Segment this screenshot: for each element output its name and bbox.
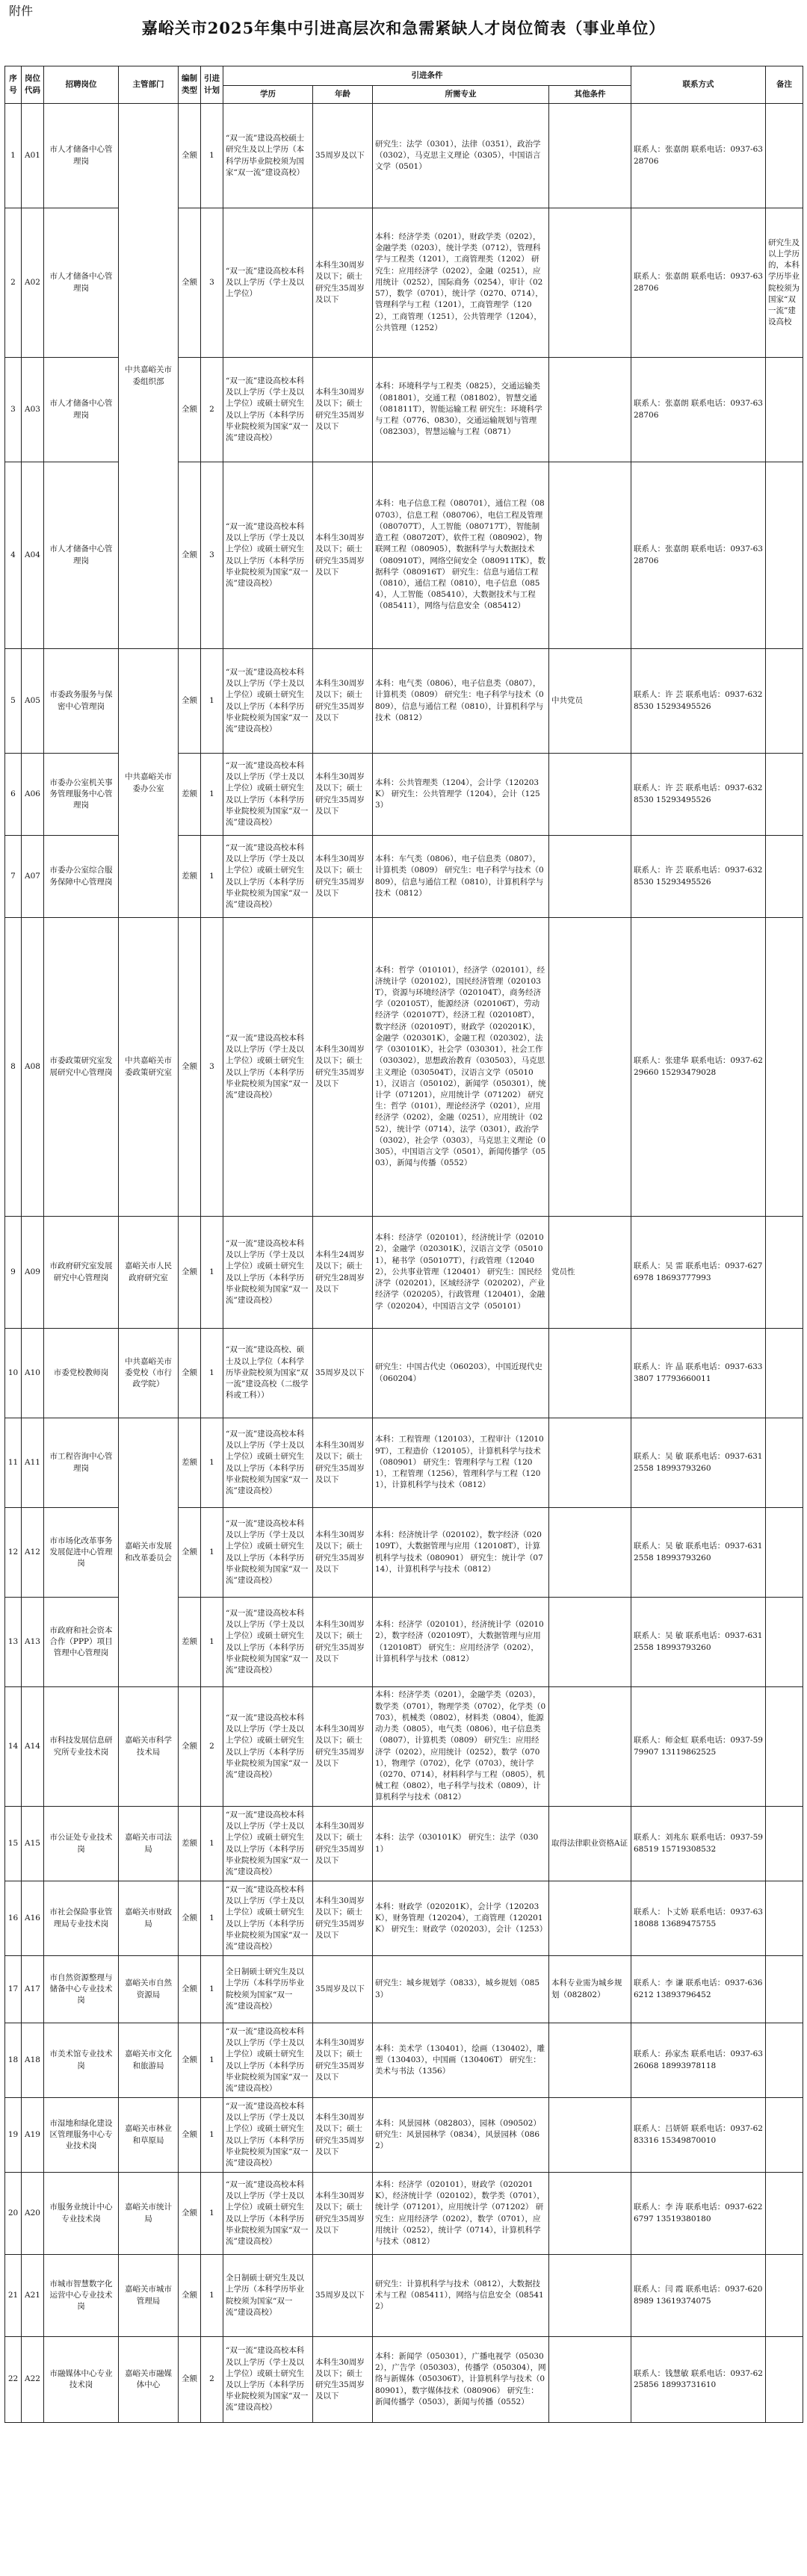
cell-post: 市人才储备中心管理岗 xyxy=(44,358,119,462)
cell-type: 全额 xyxy=(179,2173,201,2255)
cell-education: “双一流”建设高校本科及以上学历（学士及以上学位）或硕士研究生及以上学历（本科学历毕业院校须为国家“双一流”建设高校） xyxy=(223,1687,313,1807)
cell-type: 全额 xyxy=(179,104,201,208)
cell-age: 本科生30周岁及以下；硕士研究生35周岁及以下 xyxy=(313,1598,373,1687)
cell-plan: 1 xyxy=(201,1329,223,1418)
cell-code: A12 xyxy=(22,1508,44,1598)
cell-seq: 1 xyxy=(5,104,22,208)
cell-education: “双一流”建设高校本科及以上学历（学士及以上学位）或硕士研究生及以上学历（本科学历毕业院校须为国家“双一流”建设高校） xyxy=(223,1418,313,1508)
cell-seq: 12 xyxy=(5,1508,22,1598)
table-row xyxy=(5,649,803,754)
cell-type: 全额 xyxy=(179,1217,201,1329)
cell-major: 本科：新闻学（050301），广播电视学（050302），广告学（050303），传播学（050304），网络与新媒体（050306T），计算机科学与技术（080901），数字媒体技术（080906） 研究生：新闻传播学（0503），新闻与传播（0552） xyxy=(373,2337,549,2423)
cell-type: 差额 xyxy=(179,1807,201,1881)
cell-post: 市科技发展信息研究所专业技术岗 xyxy=(44,1687,119,1807)
cell-education: “双一流”建设高校本科及以上学历（学士及以上学位）或硕士研究生及以上学历（本科学历毕业院校须为国家“双一流”建设高校） xyxy=(223,358,313,462)
cell-seq: 8 xyxy=(5,918,22,1217)
cell-type: 全额 xyxy=(179,1956,201,2023)
table-row xyxy=(5,2023,803,2098)
cell-education: “双一流”建设高校本科及以上学历（学士及以上学位）或硕士研究生及以上学历（本科学历毕业院校须为国家“双一流”建设高校） xyxy=(223,1217,313,1329)
cell-age: 本科生30周岁及以下；硕士研究生35周岁及以下 xyxy=(313,836,373,918)
cell-note xyxy=(766,2023,803,2098)
cell-note xyxy=(766,918,803,1217)
cell-plan: 1 xyxy=(201,2173,223,2255)
cell-type: 差额 xyxy=(179,1598,201,1687)
cell-type: 差额 xyxy=(179,1418,201,1508)
cell-code: A19 xyxy=(22,2098,44,2173)
cell-code: A03 xyxy=(22,358,44,462)
cell-post: 市委政务服务与保密中心管理岗 xyxy=(44,649,119,754)
cell-code: A01 xyxy=(22,104,44,208)
cell-seq: 20 xyxy=(5,2173,22,2255)
cell-plan: 1 xyxy=(201,836,223,918)
cell-major: 本科：哲学（010101），经济学（020101），经济统计学（020102），国民经济管理（020103T），资源与环境经济学（020104T），商务经济学（020105T），能源经济（020106T），劳动经济学（020107T），经济工程（020108T），数字经济（020109T），财政学（020201K），金融学（020301K），金融工程（020302），法学（030101K），社会学（030301），社会工作（030302），思想政治教育（030503），马克思主义理论（030504T），汉语言文学（050101），汉语言（050102），新闻学（050301），统计学（071201），应用统计学（071202） 研究生：哲学（0101），理论经济学（0201），应用经济学（0202），金融（0251），应用统计（0252），统计学（0714），法学（0301），政治学（0302），社会学（0303），马克思主义理论（0305），中国语言文学（0501），新闻传播学（0503），新闻与传播（0552） xyxy=(373,918,549,1217)
table-row xyxy=(5,1418,803,1508)
cell-post: 市工程咨询中心管理岗 xyxy=(44,1418,119,1508)
cell-post: 市市场化改革事务发展促进中心管理岗 xyxy=(44,1508,119,1598)
cell-dept: 嘉峪关市文化和旅游局 xyxy=(119,2023,179,2098)
cell-type: 全额 xyxy=(179,2023,201,2098)
cell-education: “双一流”建设高校本科及以上学历（学士及以上学位）或硕士研究生及以上学历（本科学历毕业院校须为国家“双一流”建设高校） xyxy=(223,1598,313,1687)
cell-seq: 10 xyxy=(5,1329,22,1418)
cell-contact: 联系人：张建华 联系电话：0937-6229660 15293479028 xyxy=(631,918,766,1217)
cell-type: 全额 xyxy=(179,649,201,754)
cell-contact: 联系人：张嘉朗 联系电话：0937-6328706 xyxy=(631,208,766,358)
cell-code: A04 xyxy=(22,462,44,649)
cell-age: 本科生30周岁及以下；硕士研究生35周岁及以下 xyxy=(313,462,373,649)
cell-plan: 1 xyxy=(201,1881,223,1956)
cell-other xyxy=(549,2098,631,2173)
cell-contact: 联系人：闫 霞 联系电话：0937-6208989 13619374075 xyxy=(631,2255,766,2337)
cell-plan: 1 xyxy=(201,104,223,208)
cell-major: 本科：风景园林（082803），园林（090502） 研究生：风景园林学（0834），风景园林（0862） xyxy=(373,2098,549,2173)
cell-contact: 联系人：张嘉朗 联系电话：0937-6328706 xyxy=(631,104,766,208)
cell-major: 本科：车气类（0806），电子信息类（0807），计算机类（0809） 研究生：电子科学与技术（0809），信息与通信工程（0810），计算机科学与技术（0812） xyxy=(373,836,549,918)
cell-plan: 3 xyxy=(201,462,223,649)
cell-age: 本科生30周岁及以下；硕士研究生35周岁及以下 xyxy=(313,2098,373,2173)
cell-major: 本科：经济学（020101），财政学（020201K），经济统计学（020102），数学类（0701），统计学（071201），应用统计学（071202） 研究生：应用经济学（0202），数学（0701），应用统计（0252），统计学（0714），计算机科学与技术（0812） xyxy=(373,2173,549,2255)
cell-other xyxy=(549,2337,631,2423)
cell-dept: 嘉峪关市科学技术局 xyxy=(119,1687,179,1807)
cell-other xyxy=(549,462,631,649)
cell-code: A20 xyxy=(22,2173,44,2255)
cell-age: 本科生30周岁及以下；硕士研究生35周岁及以下 xyxy=(313,1807,373,1881)
cell-code: A08 xyxy=(22,918,44,1217)
cell-other xyxy=(549,1329,631,1418)
cell-type: 全额 xyxy=(179,462,201,649)
cell-other xyxy=(549,208,631,358)
cell-major: 研究生：中国古代史（060203），中国近现代史（060204） xyxy=(373,1329,549,1418)
cell-note xyxy=(766,2337,803,2423)
header-major: 所需专业 xyxy=(373,86,549,104)
cell-age: 35周岁及以下 xyxy=(313,2255,373,2337)
cell-other xyxy=(549,1418,631,1508)
table-row xyxy=(5,1217,803,1329)
cell-age: 本科生30周岁及以下；硕士研究生35周岁及以下 xyxy=(313,1418,373,1508)
cell-note xyxy=(766,1881,803,1956)
cell-seq: 9 xyxy=(5,1217,22,1329)
cell-other xyxy=(549,1881,631,1956)
cell-type: 全额 xyxy=(179,1687,201,1807)
cell-code: A22 xyxy=(22,2337,44,2423)
cell-education: “双一流”建设高校本科及以上学历（学士及以上学位）或硕士研究生及以上学历（本科学历毕业院校须为国家“双一流”建设高校） xyxy=(223,2098,313,2173)
cell-note xyxy=(766,836,803,918)
cell-major: 本科：环境科学与工程类（0825），交通运输类（081801），交通工程（081802），智慧交通（081811T），智能运输工程 研究生：环境科学与工程（0776、0830），交通运输规划与管理（082303），智慧运输与工程（0871） xyxy=(373,358,549,462)
cell-contact: 联系人：许 芸 联系电话：0937-6328530 15293495526 xyxy=(631,649,766,754)
cell-contact: 联系人：吕妍妍 联系电话：0937-6283316 15349870010 xyxy=(631,2098,766,2173)
cell-major: 本科：经济学（020101），经济统计学（020102），数字经济（020109T），大数据管理与应用（120108T） 研究生：应用经济学（0202），计算机科学与技术（0812） xyxy=(373,1598,549,1687)
cell-major: 本科：电子信息工程（080701），通信工程（080703），信息工程（080706），电信工程及管理（080707T），人工智能（080717T），智能制造工程（080720T），软件工程（080902），物联网工程（080905），数据科学与大数据技术（080910T），网络空间安全（080911TK），数据科学（080916T） 研究生：信息与通信工程（0810），通信工程（0810），电子信息（0854），人工智能（085410），大数据技术与工程（085411），网络与信息安全（085412） xyxy=(373,462,549,649)
header-row-1 xyxy=(5,66,803,86)
cell-other xyxy=(549,2023,631,2098)
cell-plan: 1 xyxy=(201,754,223,836)
cell-contact: 联系人：吴 雷 联系电话：0937-6276978 18693777993 xyxy=(631,1217,766,1329)
cell-type: 全额 xyxy=(179,358,201,462)
cell-other xyxy=(549,104,631,208)
cell-plan: 1 xyxy=(201,2023,223,2098)
cell-post: 市社会保险事业管理局专业技术岗 xyxy=(44,1881,119,1956)
cell-seq: 5 xyxy=(5,649,22,754)
cell-note xyxy=(766,2255,803,2337)
cell-code: A11 xyxy=(22,1418,44,1508)
cell-education: “双一流”建设高校本科及以上学历（学士及以上学位）或硕士研究生及以上学历（本科学历毕业院校须为国家“双一流”建设高校） xyxy=(223,2337,313,2423)
cell-type: 全额 xyxy=(179,1881,201,1956)
cell-note: 研究生及以上学历的，本科学历毕业院校须为国家“双一流”建设高校 xyxy=(766,208,803,358)
header-edu: 学历 xyxy=(223,86,313,104)
table-row xyxy=(5,1956,803,2023)
cell-major: 本科：电气类（0806），电子信息类（0807），计算机类（0809） 研究生：电子科学与技术（0809），信息与通信工程（0810），计算机科学与技术（0812） xyxy=(373,649,549,754)
cell-age: 本科生30周岁及以下；硕士研究生35周岁及以下 xyxy=(313,358,373,462)
cell-note xyxy=(766,358,803,462)
cell-seq: 19 xyxy=(5,2098,22,2173)
cell-education: “双一流”建设高校硕士研究生及以上学历（本科学历毕业院校须为国家“双一流”建设高校） xyxy=(223,104,313,208)
cell-note xyxy=(766,462,803,649)
cell-dept: 中共嘉峪关市委党校（市行政学院） xyxy=(119,1329,179,1418)
cell-contact: 联系人：许 芸 联系电话：0937-6328530 15293495526 xyxy=(631,836,766,918)
table-body xyxy=(5,104,803,2423)
cell-seq: 3 xyxy=(5,358,22,462)
cell-other xyxy=(549,2173,631,2255)
header-dept: 主管部门 xyxy=(119,66,179,104)
header-seq: 序号 xyxy=(5,66,22,104)
positions-table xyxy=(4,66,803,2423)
cell-dept: 嘉峪关市融媒体中心 xyxy=(119,2337,179,2423)
cell-other xyxy=(549,918,631,1217)
cell-plan: 1 xyxy=(201,649,223,754)
cell-education: “双一流”建设高校本科及以上学历（学士及以上学位）或硕士研究生及以上学历（本科学历毕业院校须为国家“双一流”建设高校） xyxy=(223,918,313,1217)
cell-major: 本科：公共管理类（1204），会计学（120203K） 研究生：公共管理学（1204），会计（1253） xyxy=(373,754,549,836)
cell-other xyxy=(549,2255,631,2337)
cell-post: 市委党校教师岗 xyxy=(44,1329,119,1418)
cell-note xyxy=(766,1956,803,2023)
cell-type: 全额 xyxy=(179,2255,201,2337)
cell-contact: 联系人：孙家杰 联系电话：0937-6326068 18993978118 xyxy=(631,2023,766,2098)
cell-dept: 嘉峪关市城市管理局 xyxy=(119,2255,179,2337)
cell-post: 市委办公室机关事务管理服务中心管理岗 xyxy=(44,754,119,836)
cell-type: 全额 xyxy=(179,1508,201,1598)
cell-other xyxy=(549,358,631,462)
cell-education: “双一流”建设高校本科及以上学历（学士及以上学位）或硕士研究生及以上学历（本科学历毕业院校须为国家“双一流”建设高校） xyxy=(223,1881,313,1956)
table-row xyxy=(5,2098,803,2173)
cell-age: 本科生30周岁及以下；硕士研究生35周岁及以下 xyxy=(313,1508,373,1598)
table-row xyxy=(5,1329,803,1418)
cell-dept: 中共嘉峪关市委组织部 xyxy=(119,104,179,649)
cell-note xyxy=(766,1687,803,1807)
cell-plan: 2 xyxy=(201,2337,223,2423)
cell-code: A10 xyxy=(22,1329,44,1418)
cell-contact: 联系人：钱慧敏 联系电话：0937-6225856 18993731610 xyxy=(631,2337,766,2423)
cell-seq: 6 xyxy=(5,754,22,836)
cell-plan: 1 xyxy=(201,1956,223,2023)
cell-dept: 嘉峪关市自然资源局 xyxy=(119,1956,179,2023)
cell-note xyxy=(766,1807,803,1881)
cell-other: 党员性 xyxy=(549,1217,631,1329)
cell-seq: 14 xyxy=(5,1687,22,1807)
cell-dept: 嘉峪关市统计局 xyxy=(119,2173,179,2255)
cell-code: A21 xyxy=(22,2255,44,2337)
header-type: 编制类型 xyxy=(179,66,201,104)
cell-post: 市政府研究室发展研究中心管理岗 xyxy=(44,1217,119,1329)
cell-post: 市委政策研究室发展研究中心管理岗 xyxy=(44,918,119,1217)
cell-note xyxy=(766,1598,803,1687)
cell-contact: 联系人：卜丈娇 联系电话：0937-6318088 13689475755 xyxy=(631,1881,766,1956)
cell-education: “双一流”建设高校本科及以上学历（学士及以上学位）或硕士研究生及以上学历（本科学历毕业院校须为国家“双一流”建设高校） xyxy=(223,836,313,918)
cell-plan: 1 xyxy=(201,2098,223,2173)
cell-education: “双一流”建设高校本科及以上学历（学士及以上学位）或硕士研究生及以上学历（本科学历毕业院校须为国家“双一流”建设高校） xyxy=(223,649,313,754)
cell-contact: 联系人：张嘉朗 联系电话：0937-6328706 xyxy=(631,358,766,462)
cell-contact: 联系人：师金虹 联系电话：0937-5979907 13119862525 xyxy=(631,1687,766,1807)
cell-post: 市公证处专业技术岗 xyxy=(44,1807,119,1881)
cell-code: A05 xyxy=(22,649,44,754)
cell-code: A13 xyxy=(22,1598,44,1687)
header-age: 年龄 xyxy=(313,86,373,104)
attachment-label: 附件 xyxy=(9,4,34,18)
table-row xyxy=(5,2255,803,2337)
cell-plan: 3 xyxy=(201,208,223,358)
cell-major: 本科：法学（030101K） 研究生：法学（0301） xyxy=(373,1807,549,1881)
table-row xyxy=(5,1687,803,1807)
cell-seq: 21 xyxy=(5,2255,22,2337)
cell-post: 市湿地和绿化建设区管理服务中心专业技术岗 xyxy=(44,2098,119,2173)
cell-other xyxy=(549,754,631,836)
cell-seq: 17 xyxy=(5,1956,22,2023)
cell-code: A06 xyxy=(22,754,44,836)
header-code: 岗位代码 xyxy=(22,66,44,104)
cell-post: 市融媒体中心专业技术岗 xyxy=(44,2337,119,2423)
cell-code: A07 xyxy=(22,836,44,918)
cell-seq: 18 xyxy=(5,2023,22,2098)
cell-dept: 中共嘉峪关市委政策研究室 xyxy=(119,918,179,1217)
cell-seq: 4 xyxy=(5,462,22,649)
cell-education: “双一流”建设高校本科及以上学历（学士及以上学位）或硕士研究生及以上学历（本科学历毕业院校须为国家“双一流”建设高校） xyxy=(223,2023,313,2098)
cell-other xyxy=(549,836,631,918)
cell-plan: 2 xyxy=(201,1687,223,1807)
cell-seq: 22 xyxy=(5,2337,22,2423)
cell-type: 全额 xyxy=(179,918,201,1217)
cell-major: 本科：美术学（130401），绘画（130402），雕塑（130403），中国画（130406T） 研究生：美术与书法（1356） xyxy=(373,2023,549,2098)
cell-type: 全额 xyxy=(179,2337,201,2423)
cell-note xyxy=(766,104,803,208)
cell-contact: 联系人：许 晶 联系电话：0937-6333807 17793660011 xyxy=(631,1329,766,1418)
cell-contact: 联系人：吴 敏 联系电话：0937-6312558 18993793260 xyxy=(631,1418,766,1508)
cell-major: 本科：经济统计学（020102），数字经济（020109T），大数据管理与应用（120108T），计算机科学与技术（080901） 研究生：统计学（0714），计算机科学与技术（0812） xyxy=(373,1508,549,1598)
header-conditions: 引进条件 xyxy=(223,66,631,86)
cell-age: 本科生30周岁及以下；硕士研究生35周岁及以下 xyxy=(313,1687,373,1807)
page-title: 嘉峪关市2025年集中引进高层次和急需紧缺人才岗位简表（事业单位） xyxy=(141,19,666,37)
cell-type: 差额 xyxy=(179,754,201,836)
cell-plan: 2 xyxy=(201,358,223,462)
cell-note xyxy=(766,1217,803,1329)
cell-seq: 11 xyxy=(5,1418,22,1508)
cell-seq: 2 xyxy=(5,208,22,358)
header-post: 招聘岗位 xyxy=(44,66,119,104)
cell-age: 35周岁及以下 xyxy=(313,1956,373,2023)
cell-post: 市政府和社会资本合作（PPP）项目管理中心管理岗 xyxy=(44,1598,119,1687)
cell-education: 全日制硕士研究生及以上学历（本科学历毕业院校须为国家“双一流”建设高校） xyxy=(223,1956,313,2023)
cell-major: 本科：工程管理（120103），工程审计（120109T），工程造价（120105），计算机科学与技术（080901） 研究生：管理科学与工程（1201），工程管理（1256），管理科学与工程（1201），计算机科学与技术（0812） xyxy=(373,1418,549,1508)
header-other: 其他条件 xyxy=(549,86,631,104)
cell-type: 差额 xyxy=(179,836,201,918)
cell-age: 本科生30周岁及以下；硕士研究生35周岁及以下 xyxy=(313,208,373,358)
cell-major: 本科：财政学（020201K），会计学（120203K），财务管理（120204），工商管理（120201K） 研究生：财政学（020203），会计（1253） xyxy=(373,1881,549,1956)
cell-seq: 15 xyxy=(5,1807,22,1881)
cell-contact: 联系人：吴 敏 联系电话：0937-6312558 18993793260 xyxy=(631,1598,766,1687)
cell-major: 本科：经济学类（0201），财政学类（0202），金融学类（0203），统计学类（0712），管理科学与工程类（1201），工商管理类（1202） 研究生：应用经济学（0202），金融（0251），应用统计（0252），国际商务（0254），审计（0257），数学（0701），统计学（0270、0714），管理科学与工程（1201），工商管理学（1202），工商管理（1251），公共管理学（1204），公共管理（1252） xyxy=(373,208,549,358)
cell-type: 全额 xyxy=(179,1329,201,1418)
cell-post: 市美术馆专业技术岗 xyxy=(44,2023,119,2098)
cell-note xyxy=(766,754,803,836)
cell-age: 本科生24周岁及以下；硕士研究生28周岁及以下 xyxy=(313,1217,373,1329)
cell-post: 市服务业统计中心专业技术岗 xyxy=(44,2173,119,2255)
cell-note xyxy=(766,1329,803,1418)
cell-age: 本科生30周岁及以下；硕士研究生35周岁及以下 xyxy=(313,649,373,754)
header-note: 备注 xyxy=(766,66,803,104)
cell-code: A16 xyxy=(22,1881,44,1956)
table-row xyxy=(5,1881,803,1956)
cell-age: 本科生30周岁及以下；硕士研究生35周岁及以下 xyxy=(313,2337,373,2423)
cell-major: 研究生：计算机科学与技术（0812），大数据技术与工程（085411），网络与信息安全（085412） xyxy=(373,2255,549,2337)
cell-major: 本科：经济学类（0201），金融学类（0203），数学类（0701），物理学类（0702），化学类（0703），机械类（0802），材料类（0804），能源动力类（0805），电气类（0806），电子信息类（0807），计算机类（0809） 研究生：应用经济学（0202），应用统计（0252），数学（0701），物理学（0702），化学（0703），统计学（0270、0714），材料科学与工程（0805），机械工程（0802），电子科学与技术（0809），计算机科学与技术（0812） xyxy=(373,1687,549,1807)
cell-note xyxy=(766,1508,803,1598)
cell-other xyxy=(549,1687,631,1807)
cell-post: 市人才储备中心管理岗 xyxy=(44,462,119,649)
cell-dept: 嘉峪关市林业和草原局 xyxy=(119,2098,179,2173)
cell-code: A09 xyxy=(22,1217,44,1329)
table-row xyxy=(5,2173,803,2255)
cell-education: “双一流”建设高校本科及以上学历（学士及以上学位）或硕士研究生及以上学历（本科学历毕业院校须为国家“双一流”建设高校） xyxy=(223,754,313,836)
cell-plan: 1 xyxy=(201,1418,223,1508)
cell-plan: 3 xyxy=(201,918,223,1217)
cell-education: “双一流”建设高校、硕士及以上学位（本科学历毕业院校须为国家“双一流”建设高校（二级学科或工科）） xyxy=(223,1329,313,1418)
cell-type: 全额 xyxy=(179,2098,201,2173)
table-row xyxy=(5,104,803,208)
cell-other xyxy=(549,1598,631,1687)
cell-major: 研究生：城乡规划学（0833），城乡规划（0853） xyxy=(373,1956,549,2023)
cell-code: A17 xyxy=(22,1956,44,2023)
cell-contact: 联系人：吴 敏 联系电话：0937-6312558 18993793260 xyxy=(631,1508,766,1598)
cell-age: 本科生30周岁及以下；硕士研究生35周岁及以下 xyxy=(313,1881,373,1956)
header-plan: 引进计划 xyxy=(201,66,223,104)
cell-code: A18 xyxy=(22,2023,44,2098)
cell-contact: 联系人：李 谦 联系电话：0937-6366212 13893796452 xyxy=(631,1956,766,2023)
cell-plan: 1 xyxy=(201,1807,223,1881)
cell-major: 本科：经济学（020101），经济统计学（020102），金融学（020301K），汉语言文学（050101），秘书学（050107T），行政管理（120402），公共事业管理（120401） 研究生：国民经济学（020201），区域经济学（020202），产业经济学（020205），行政管理（120401），金融学（020204），中国语言文学（050101） xyxy=(373,1217,549,1329)
cell-plan: 1 xyxy=(201,1598,223,1687)
cell-seq: 13 xyxy=(5,1598,22,1687)
cell-education: “双一流”建设高校本科及以上学历（学士及以上学位）或硕士研究生及以上学历（本科学历毕业院校须为国家“双一流”建设高校） xyxy=(223,462,313,649)
cell-post: 市委办公室综合服务保障中心管理岗 xyxy=(44,836,119,918)
table-row xyxy=(5,918,803,1217)
cell-age: 本科生30周岁及以下；硕士研究生35周岁及以下 xyxy=(313,754,373,836)
cell-dept: 嘉峪关市发展和改革委员会 xyxy=(119,1418,179,1687)
cell-type: 全额 xyxy=(179,208,201,358)
cell-plan: 1 xyxy=(201,2255,223,2337)
cell-contact: 联系人：李 涛 联系电话：0937-6226797 13519380180 xyxy=(631,2173,766,2255)
cell-note xyxy=(766,1418,803,1508)
cell-age: 35周岁及以下 xyxy=(313,104,373,208)
cell-plan: 1 xyxy=(201,1217,223,1329)
cell-education: “双一流”建设高校本科及以上学历（学士及以上学位）或硕士研究生及以上学历（本科学历毕业院校须为国家“双一流”建设高校） xyxy=(223,1807,313,1881)
cell-contact: 联系人：刘兆东 联系电话：0937-5968519 15719308532 xyxy=(631,1807,766,1881)
cell-code: A14 xyxy=(22,1687,44,1807)
cell-dept: 嘉峪关市财政局 xyxy=(119,1881,179,1956)
cell-education: 全日制硕士研究生及以上学历（本科学历毕业院校须为国家“双一流”建设高校） xyxy=(223,2255,313,2337)
cell-seq: 7 xyxy=(5,836,22,918)
cell-contact: 联系人：许 芸 联系电话：0937-6328530 15293495526 xyxy=(631,754,766,836)
cell-education: “双一流”建设高校本科及以上学历（学士及以上学位） xyxy=(223,208,313,358)
cell-code: A02 xyxy=(22,208,44,358)
cell-dept: 嘉峪关市人民政府研究室 xyxy=(119,1217,179,1329)
cell-post: 市人才储备中心管理岗 xyxy=(44,208,119,358)
cell-age: 本科生30周岁及以下；硕士研究生35周岁及以下 xyxy=(313,918,373,1217)
cell-education: “双一流”建设高校本科及以上学历（学士及以上学位）或硕士研究生及以上学历（本科学历毕业院校须为国家“双一流”建设高校） xyxy=(223,1508,313,1598)
header-contact: 联系方式 xyxy=(631,66,766,104)
cell-seq: 16 xyxy=(5,1881,22,1956)
cell-post: 市人才储备中心管理岗 xyxy=(44,104,119,208)
cell-age: 35周岁及以下 xyxy=(313,1329,373,1418)
cell-post: 市自然资源整理与储备中心专业技术岗 xyxy=(44,1956,119,2023)
cell-note xyxy=(766,649,803,754)
cell-age: 本科生30周岁及以下；硕士研究生35周岁及以下 xyxy=(313,2023,373,2098)
table-row xyxy=(5,1807,803,1881)
cell-major: 研究生：法学（0301），法律（0351），政治学（0302），马克思主义理论（0305），中国语言文学（0501） xyxy=(373,104,549,208)
cell-dept: 嘉峪关市司法局 xyxy=(119,1807,179,1881)
cell-age: 本科生30周岁及以下；硕士研究生35周岁及以下 xyxy=(313,2173,373,2255)
cell-note xyxy=(766,2098,803,2173)
cell-code: A15 xyxy=(22,1807,44,1881)
cell-other xyxy=(549,1508,631,1598)
cell-note xyxy=(766,2173,803,2255)
cell-other: 本科专业需为城乡规划（082802） xyxy=(549,1956,631,2023)
cell-education: “双一流”建设高校本科及以上学历（学士及以上学位）或硕士研究生及以上学历（本科学历毕业院校须为国家“双一流”建设高校） xyxy=(223,2173,313,2255)
cell-dept: 中共嘉峪关市委办公室 xyxy=(119,649,179,918)
cell-other: 中共党员 xyxy=(549,649,631,754)
cell-other: 取得法律职业资格A证 xyxy=(549,1807,631,1881)
cell-plan: 1 xyxy=(201,1508,223,1598)
cell-contact: 联系人：张嘉朗 联系电话：0937-6328706 xyxy=(631,462,766,649)
table-row xyxy=(5,2337,803,2423)
cell-post: 市城市智慧数字化运营中心专业技术岗 xyxy=(44,2255,119,2337)
